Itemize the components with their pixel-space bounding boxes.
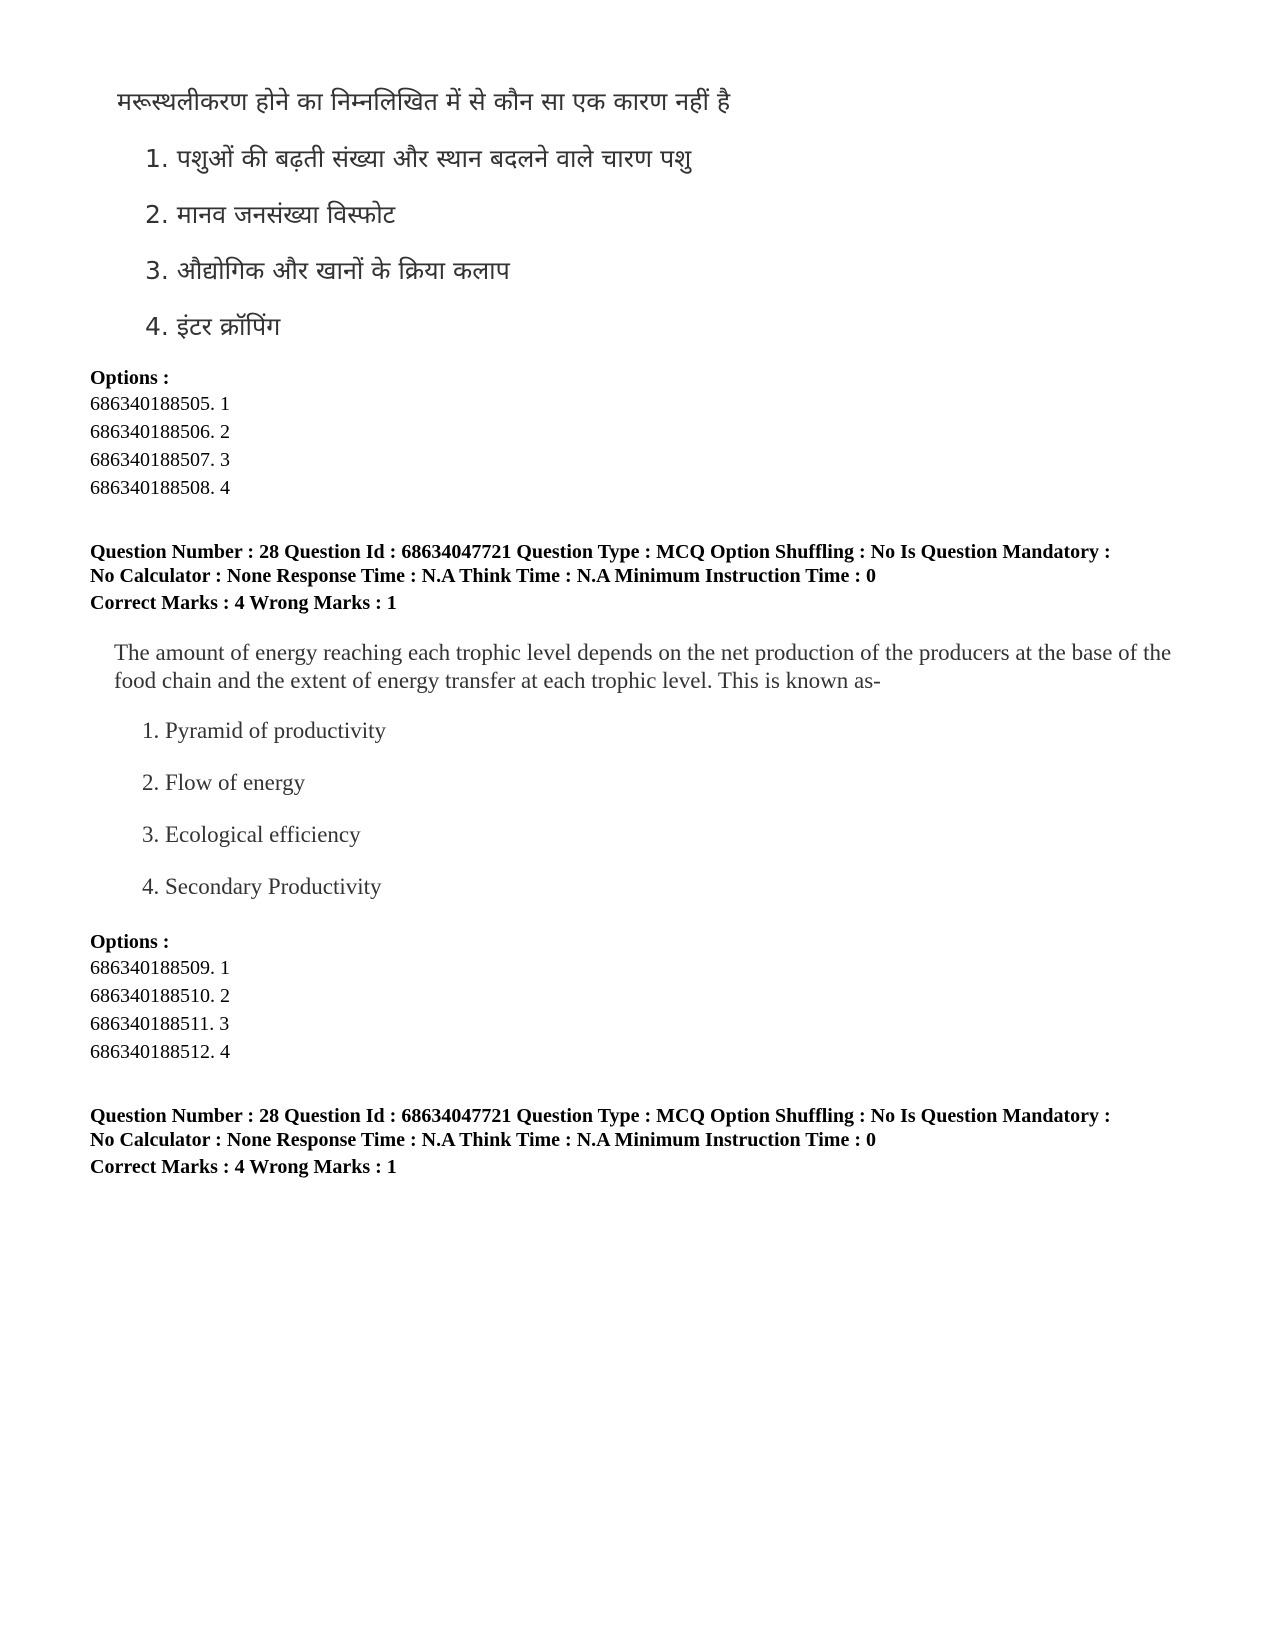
option-id: 686340188512. 4 <box>90 1041 230 1063</box>
answer-item-4: 4. इंटर क्रॉपिंग <box>145 312 281 341</box>
options-label: Options : <box>90 367 170 389</box>
option-id: 686340188506. 2 <box>90 421 230 443</box>
answer-item-2: 2. Flow of energy <box>142 770 306 795</box>
question-meta-line1: Question Number : 28 Question Id : 68634047721 Question Type : MCQ Option Shuffling : No Is Question Mandatory : <box>90 541 1111 563</box>
option-id: 686340188505. 1 <box>90 393 230 415</box>
option-id: 686340188510. 2 <box>90 985 230 1007</box>
option-id: 686340188509. 1 <box>90 957 230 979</box>
question-meta <box>90 540 1200 588</box>
option-id: 686340188507. 3 <box>90 449 230 471</box>
option-id: 686340188508. 4 <box>90 477 230 499</box>
question-meta <box>90 1104 1200 1152</box>
question-marks: Correct Marks : 4 Wrong Marks : 1 <box>90 592 397 614</box>
question-stem-hindi: मरूस्थलीकरण होने का निम्नलिखित में से कौन सा एक कारण नहीं है <box>117 87 731 116</box>
options-list <box>90 954 230 1066</box>
question-meta-line1: Question Number : 28 Question Id : 68634047721 Question Type : MCQ Option Shuffling : No Is Question Mandatory : <box>90 1105 1111 1127</box>
answer-item-3: 3. Ecological efficiency <box>142 822 361 847</box>
question-stem-english: The amount of energy reaching each trophic level depends on the net production of the producers at the base of the food chain and the extent of energy transfer at each trophic level. This is known as- <box>114 640 1172 693</box>
options-label: Options : <box>90 931 170 953</box>
option-id: 686340188511. 3 <box>90 1013 230 1035</box>
answer-item-1: 1. पशुओं की बढ़ती संख्या और स्थान बदलने वाले चारण पशु <box>145 144 692 173</box>
answer-item-2: 2. मानव जनसंख्या विस्फोट <box>145 200 396 229</box>
question-meta-line2: No Calculator : None Response Time : N.A Think Time : N.A Minimum Instruction Time : 0 <box>90 565 876 587</box>
question-marks: Correct Marks : 4 Wrong Marks : 1 <box>90 1156 397 1178</box>
options-list <box>90 390 230 502</box>
answer-item-3: 3. औद्योगिक और खानों के क्रिया कलाप <box>145 256 510 285</box>
question-meta-line2: No Calculator : None Response Time : N.A Think Time : N.A Minimum Instruction Time : 0 <box>90 1129 876 1151</box>
answer-item-1: 1. Pyramid of productivity <box>142 718 387 743</box>
answer-item-4: 4. Secondary Productivity <box>142 874 382 899</box>
